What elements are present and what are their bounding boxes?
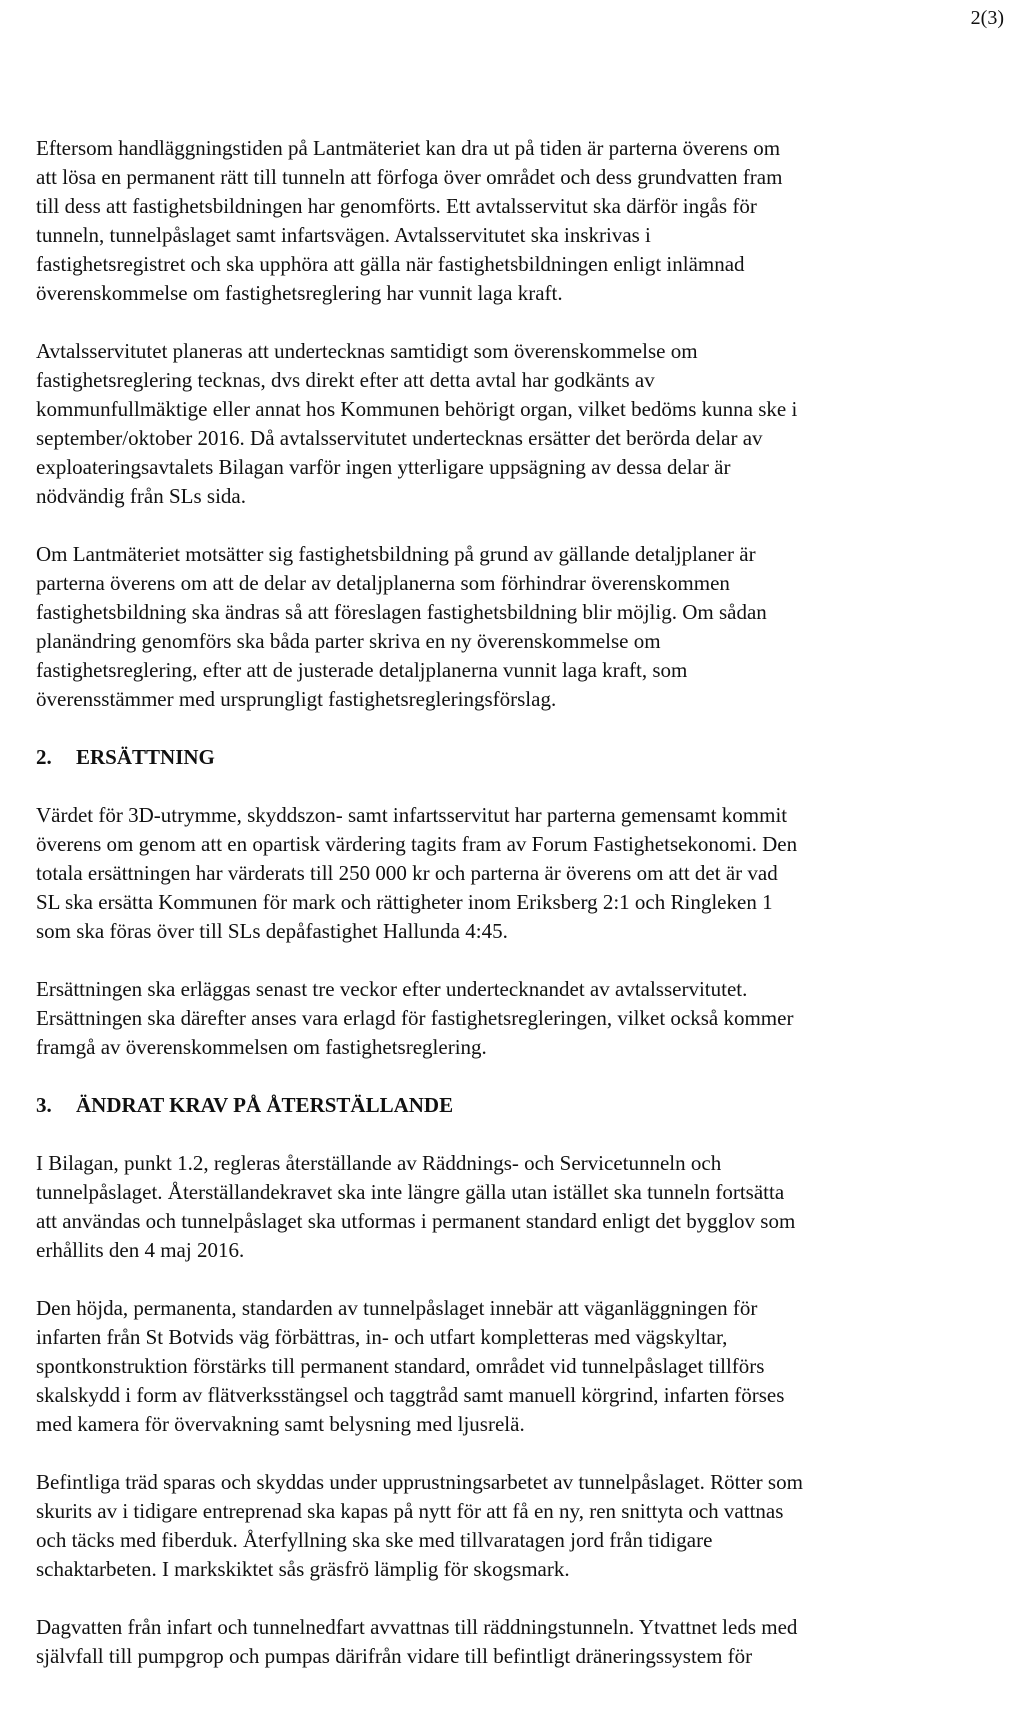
paragraph [36,975,986,1062]
text-line: spontkonstruktion förstärks till permanent standard, området vid tunnelpåslaget tillförs [36,1354,765,1378]
text-line: SL ska ersätta Kommunen för mark och rättigheter inom Eriksberg 2:1 och Ringleken 1 [36,890,773,914]
section-heading [36,1091,986,1120]
paragraph [36,337,986,511]
paragraph [36,540,986,714]
text-line: september/oktober 2016. Då avtalsservitutet undertecknas ersätter det berörda delar av [36,426,763,450]
text-line: Den höjda, permanenta, standarden av tunnelpåslaget innebär att väganläggningen för [36,1296,758,1320]
text-line: erhållits den 4 maj 2016. [36,1238,245,1262]
paragraph [36,1468,986,1584]
text-line: tunnelpåslaget. Återställandekravet ska inte längre gälla utan istället ska tunneln fortsätta [36,1180,785,1204]
text-line: Om Lantmäteriet motsätter sig fastighetsbildning på grund av gällande detaljplaner är [36,542,756,566]
text-line: fastighetsregistret och ska upphöra att gälla när fastighetsbildningen enligt inlämnad [36,252,745,276]
text-line: till dess att fastighetsbildningen har genomförts. Ett avtalsservitut ska därför ingås för [36,194,757,218]
text-line: Ersättningen ska därefter anses vara erlagd för fastighetsregleringen, vilket också kommer [36,1006,794,1030]
text-line: exploateringsavtalets Bilagan varför ingen ytterligare uppsägning av dessa delar är [36,455,731,479]
text-line: fastighetsbildning ska ändras så att föreslagen fastighetsbildning blir möjlig. Om sådan [36,600,767,624]
text-line: fastighetsreglering tecknas, dvs direkt efter att detta avtal har godkänts av [36,368,655,392]
text-line: Dagvatten från infart och tunnelnedfart avvattnas till räddningstunneln. Ytvattnet leds med [36,1615,798,1639]
text-line: skalskydd i form av flätverksstängsel och taggtråd samt manuell körgrind, infarten förses [36,1383,785,1407]
page-number: 2(3) [970,7,1004,29]
text-line: tunneln, tunnelpåslaget samt infartsvägen. Avtalsservitutet ska inskrivas i [36,223,651,247]
paragraph [36,134,986,308]
text-line: nödvändig från SLs sida. [36,484,246,508]
section-title: ERSÄTTNING [76,745,215,769]
section-number: 3. [36,1093,52,1117]
text-line: Avtalsservitutet planeras att undertecknas samtidigt som överenskommelse om [36,339,698,363]
text-line: självfall till pumpgrop och pumpas därifrån vidare till befintligt dräneringssystem för [36,1644,753,1668]
text-line: Värdet för 3D-utrymme, skyddszon- samt infartsservitut har parterna gemensamt kommit [36,803,788,827]
paragraph [36,1149,986,1265]
section-number: 2. [36,745,52,769]
text-line: infarten från St Botvids väg förbättras, in- och utfart kompletteras med vägskyltar, [36,1325,728,1349]
text-line: Ersättningen ska erläggas senast tre veckor efter undertecknandet av avtalsservitutet. [36,977,748,1001]
text-line: att lösa en permanent rätt till tunneln att förfoga över området och dess grundvatten fram [36,165,783,189]
document-body [36,134,986,1671]
text-line: planändring genomförs ska båda parter skriva en ny överenskommelse om [36,629,661,653]
text-line: totala ersättningen har värderats till 250 000 kr och parterna är överens om att det är vad [36,861,778,885]
text-line: parterna överens om att de delar av detaljplanerna som förhindrar överenskommen [36,571,730,595]
text-line: I Bilagan, punkt 1.2, regleras återställande av Räddnings- och Servicetunneln och [36,1151,722,1175]
text-line: att användas och tunnelpåslaget ska utformas i permanent standard enligt det bygglov som [36,1209,796,1233]
text-line: överensstämmer med ursprungligt fastighetsregleringsförslag. [36,687,557,711]
text-line: överenskommelse om fastighetsreglering har vunnit laga kraft. [36,281,563,305]
section-title: ÄNDRAT KRAV PÅ ÅTERSTÄLLANDE [76,1093,454,1117]
text-line: Befintliga träd sparas och skyddas under upprustningsarbetet av tunnelpåslaget. Rötter som [36,1470,803,1494]
text-line: schaktarbeten. I markskiktet sås gräsfrö lämplig för skogsmark. [36,1557,570,1581]
section-heading [36,743,986,772]
text-line: och täcks med fiberduk. Återfyllning ska ske med tillvaratagen jord från tidigare [36,1528,713,1552]
text-line: med kamera för övervakning samt belysning med ljusrelä. [36,1412,525,1436]
text-line: som ska föras över till SLs depåfastighet Hallunda 4:45. [36,919,508,943]
text-line: överens om genom att en opartisk värdering tagits fram av Forum Fastighetsekonomi. Den [36,832,798,856]
text-line: Eftersom handläggningstiden på Lantmäteriet kan dra ut på tiden är parterna överens om [36,136,781,160]
text-line: skurits av i tidigare entreprenad ska kapas på nytt för att få en ny, ren snittyta och vattnas [36,1499,784,1523]
paragraph [36,801,986,946]
paragraph [36,1613,986,1671]
text-line: fastighetsreglering, efter att de justerade detaljplanerna vunnit laga kraft, som [36,658,688,682]
text-line: framgå av överenskommelsen om fastighetsreglering. [36,1035,487,1059]
text-line: kommunfullmäktige eller annat hos Kommunen behörigt organ, vilket bedöms kunna ske i [36,397,798,421]
paragraph [36,1294,986,1439]
